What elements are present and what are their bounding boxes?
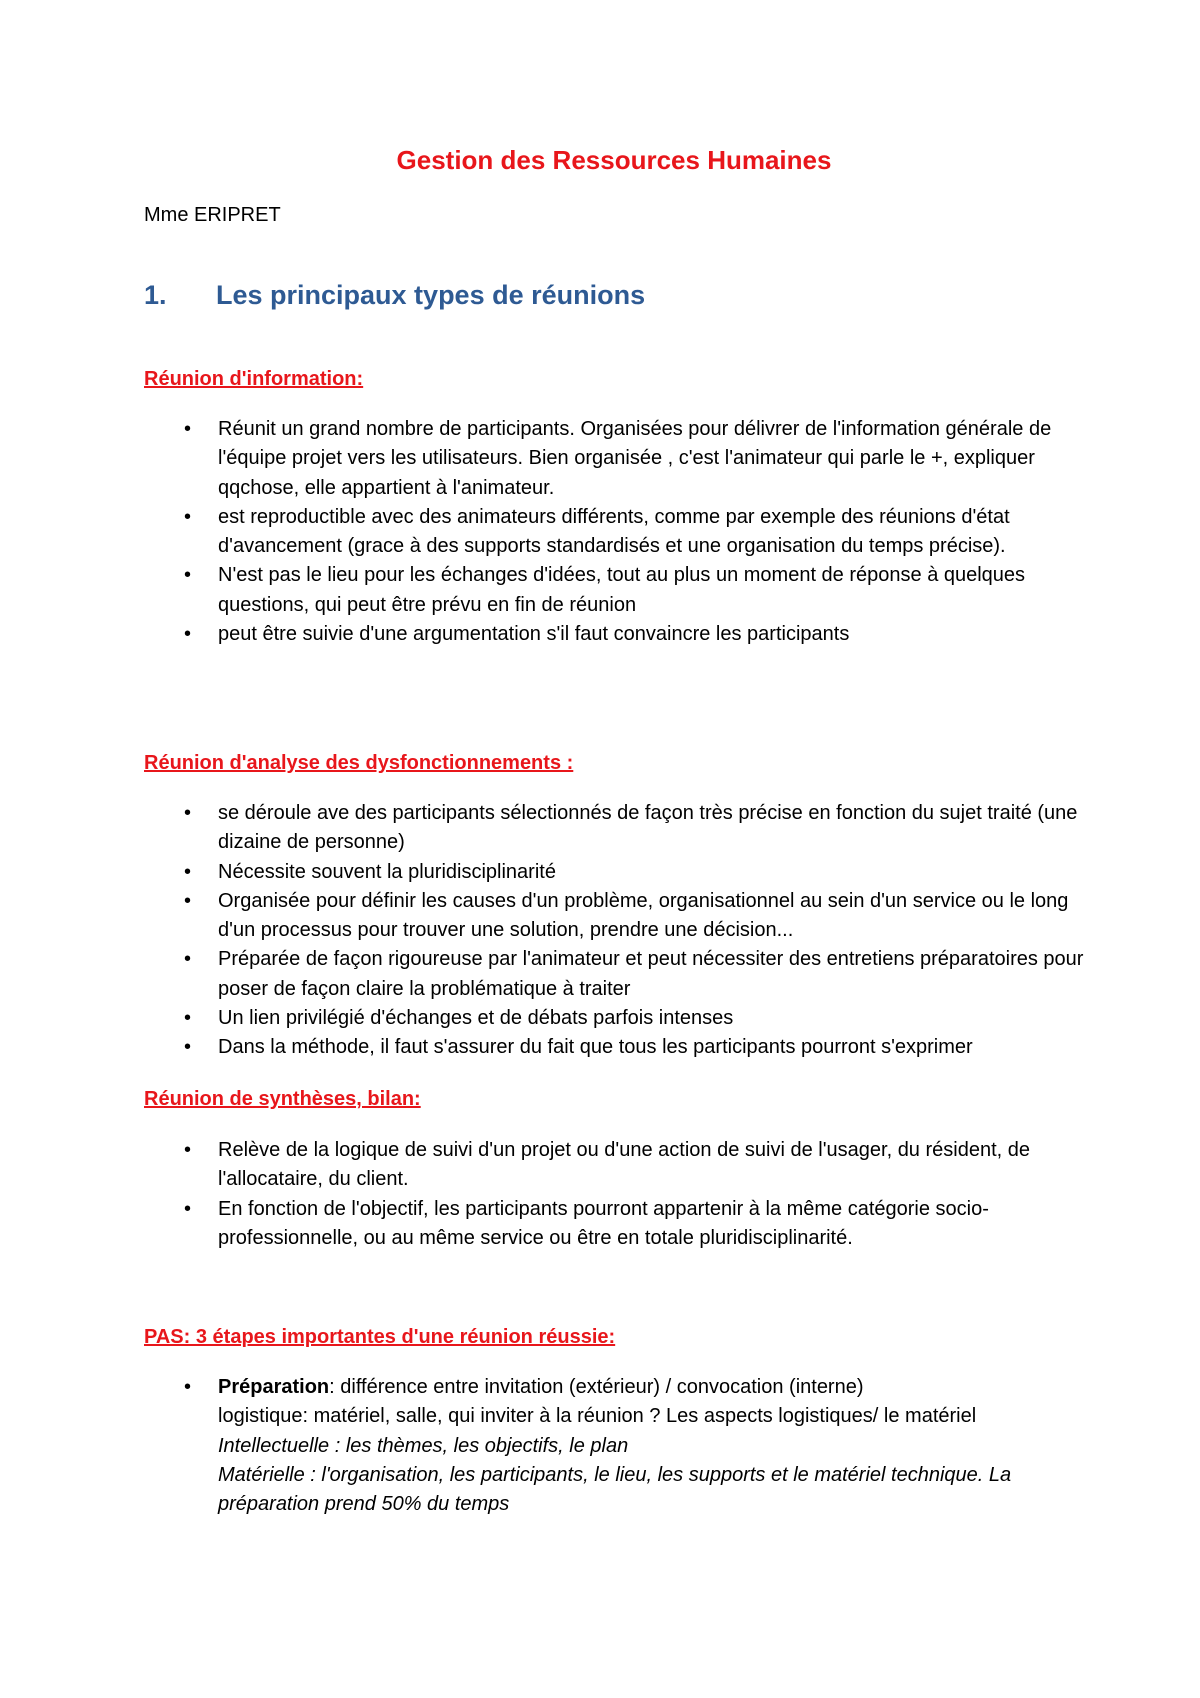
list-item: • En fonction de l'objectif, les participants pourront appartenir à la même catégorie socio-professionnelle, ou au même service ou être en totale pluridisciplinarité. [144, 1195, 1084, 1254]
list-item: • peut être suivie d'une argumentation s'il faut convaincre les participants [144, 620, 1084, 649]
list-item: • Préparée de façon rigoureuse par l'animateur et peut nécessiter des entretiens préparatoires pour poser de façon claire la problématique à traiter [144, 945, 1084, 1004]
list-analyse [144, 799, 1084, 1063]
preparation-logistique: logistique: matériel, salle, qui inviter à la réunion ? Les aspects logistiques/ le matériel [218, 1405, 977, 1428]
list-item: • Nécessite souvent la pluridisciplinarité [144, 858, 1084, 887]
list-synthese [144, 1136, 1084, 1253]
preparation-intellectuelle: Intellectuelle : les thèmes, les objectifs, le plan [218, 1434, 629, 1457]
list-item: • Relève de la logique de suivi d'un projet ou d'une action de suivi de l'usager, du résident, de l'allocataire, du client. [144, 1136, 1084, 1195]
subheading-information: Réunion d'information: [144, 368, 364, 390]
list-item: • est reproductible avec des animateurs différents, comme par exemple des réunions d'état d'avancement (grace à des supports standardisés et une organisation du temps précise). [144, 503, 1084, 562]
preparation-text: : différence entre invitation (extérieur) / convocation (interne) [329, 1376, 864, 1398]
document-title: Gestion des Ressources Humaines [396, 145, 832, 175]
preparation-label: Préparation [218, 1376, 330, 1398]
preparation-materielle: Matérielle : l'organisation, les participants, le lieu, les supports et le matériel technique. La préparation prend 50% du temps [218, 1463, 1012, 1516]
preparation-line [218, 1373, 1084, 1402]
section-title: Les principaux types de réunions [216, 280, 646, 310]
section-heading [144, 277, 645, 313]
section-number: 1. [144, 280, 167, 310]
subheading-analyse: Réunion d'analyse des dysfonctionnements : [144, 752, 574, 774]
list-item: • Dans la méthode, il faut s'assurer du fait que tous les participants pourront s'exprimer [144, 1033, 1084, 1062]
list-information [144, 415, 1084, 649]
list-item: • N'est pas le lieu pour les échanges d'idées, tout au plus un moment de réponse à quelques questions, qui peut être prévu en fin de réunion [144, 561, 1084, 620]
list-item-preparation [144, 1373, 1084, 1519]
list-item: • Réunit un grand nombre de participants. Organisées pour délivrer de l'information générale de l'équipe projet vers les utilisateurs. Bien organisée , c'est l'animateur qui parle le +, expliquer qqchose, elle appartient à l'animateur. [144, 415, 1084, 503]
subheading-synthese: Réunion de synthèses, bilan: [144, 1088, 421, 1110]
list-item: • se déroule ave des participants sélectionnés de façon très précise en fonction du sujet traité (une dizaine de personne) [144, 799, 1084, 858]
author-line: Mme ERIPRET [144, 204, 281, 226]
subheading-pas: PAS: 3 étapes importantes d'une réunion réussie: [144, 1326, 616, 1348]
list-pas [144, 1373, 1084, 1519]
list-item: • Un lien privilégié d'échanges et de débats parfois intenses [144, 1004, 1084, 1033]
list-item: • Organisée pour définir les causes d'un problème, organisationnel au sein d'un service ou le long d'un processus pour trouver une solution, prendre une décision... [144, 887, 1084, 946]
